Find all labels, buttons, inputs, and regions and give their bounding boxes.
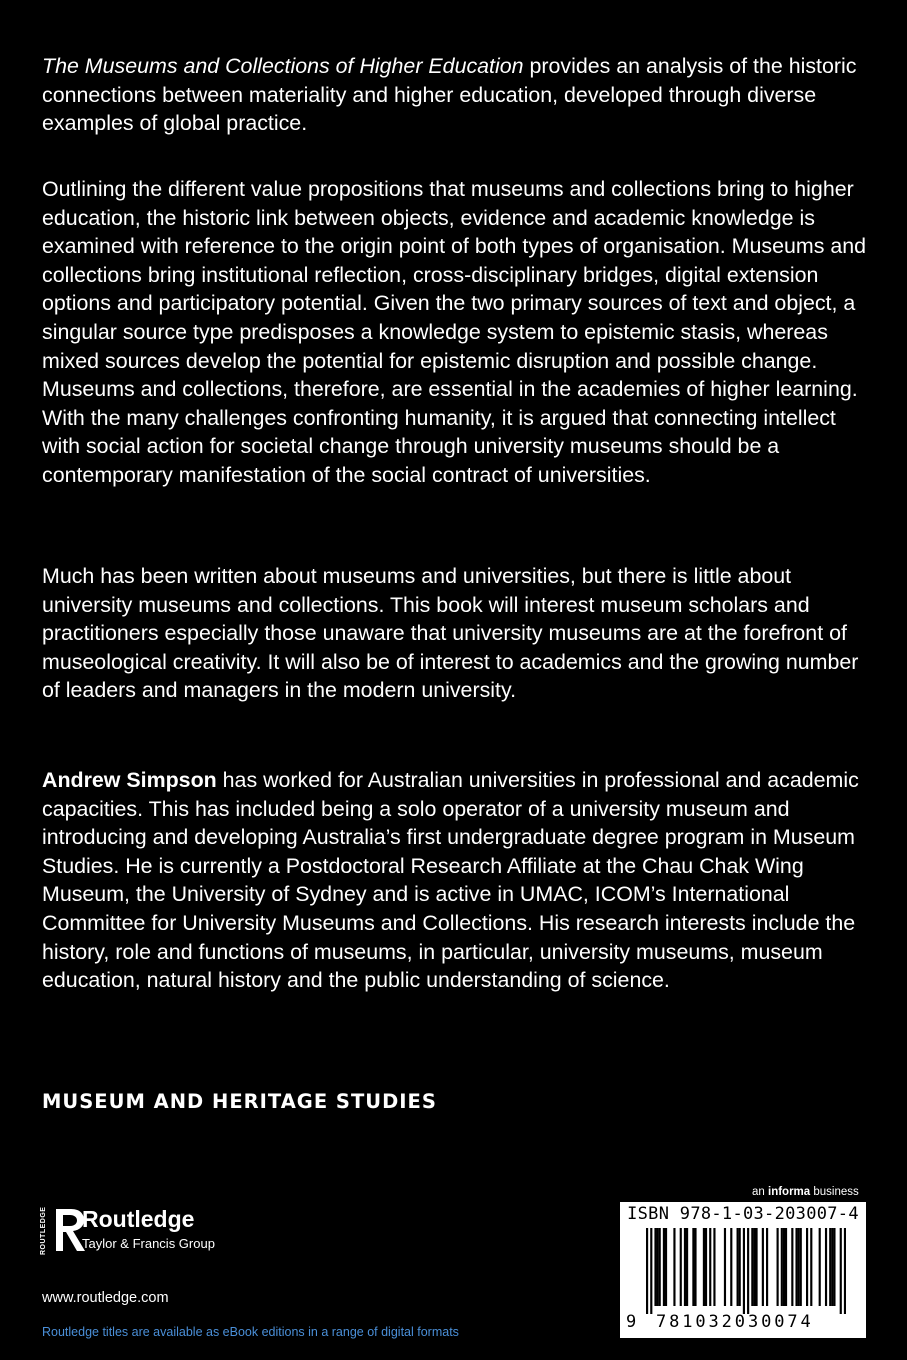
barcode-bar (737, 1228, 739, 1306)
description-paragraph-1 (42, 52, 874, 138)
barcode-bar (800, 1228, 802, 1306)
barcode-bar (654, 1228, 656, 1306)
barcode-bar (730, 1228, 732, 1306)
description-paragraph-2: Outlining the different value propositions that museums and collections bring to higher education, the historic link between objects, evidence and academic knowledge is examined with reference to the origin point of both types of organisation. Museums and collections bring institutional reflection, cross-disciplinary bridges, digital extension options and participatory potential. Given the two primary sources of text and object, a singular source type predisposes a knowledge system to epistemic stasis, whereas mixed sources develop the potential for epistemic disruption and possible change. Museums and collections, therefore, are essential in the academies of higher learning. With the many challenges confronting humanity, it is argued that connecting intellect with social action for societal change through university museums should be a contemporary manifestation of the social contract of universities. (42, 177, 867, 487)
barcode-bar (844, 1228, 846, 1314)
barcode-bar (709, 1228, 711, 1306)
barcode-bar (819, 1228, 821, 1306)
barcode-bar (829, 1228, 831, 1306)
ebook-note: Routledge titles are available as eBook editions in a range of digital formats (42, 1325, 459, 1339)
barcode-bar (766, 1228, 768, 1306)
publisher-group: Taylor & Francis Group (82, 1236, 215, 1251)
barcode-bar (747, 1228, 749, 1314)
barcode-bar (713, 1228, 715, 1306)
barcode-bar (833, 1228, 835, 1306)
barcode-bar (684, 1228, 686, 1306)
barcode-bar (673, 1228, 675, 1306)
barcode-bar (657, 1228, 659, 1306)
description-paragraph-3: Much has been written about museums and universities, but there is little about university museums and collections. This book will interest museum scholars and practitioners especially those unaware that university museums are at the forefront of museological creativity. It will also be of interest to academics and the growing number of leaders and managers in the modern university. (42, 564, 859, 703)
barcode-bar (686, 1228, 688, 1306)
book-title: The Museums and Collections of Higher Education (42, 54, 524, 78)
barcode-bar (663, 1228, 665, 1306)
barcode-bar (783, 1228, 785, 1306)
barcode-bar (646, 1228, 648, 1314)
barcode-bar (762, 1228, 764, 1306)
logo-side-text: ROUTLEDGE (40, 1206, 47, 1256)
barcode-bar (755, 1228, 757, 1306)
barcode-bar (795, 1228, 797, 1306)
barcode-bars (646, 1228, 846, 1314)
barcode-bar (791, 1228, 793, 1306)
barcode-bar (665, 1228, 667, 1306)
barcode-digits: 781032030074 (656, 1312, 814, 1332)
isbn-text: ISBN 978-1-03-203007-4 (627, 1204, 859, 1224)
barcode-bar (703, 1228, 705, 1306)
description-text: provides an analysis of the historic connections between materiality and higher education, developed through diverse examples of global practice. (42, 54, 857, 136)
isbn-barcode (620, 1202, 866, 1338)
barcode-bar (724, 1228, 726, 1306)
barcode-bar (705, 1228, 707, 1306)
barcode-bar (798, 1228, 800, 1306)
barcode-bar (825, 1228, 827, 1306)
publisher-name: Routledge (82, 1206, 195, 1232)
barcode-bar (650, 1228, 652, 1314)
barcode-bar (692, 1228, 694, 1306)
barcode-bar (694, 1228, 696, 1306)
barcode-bar (806, 1228, 808, 1306)
barcode-bar (753, 1228, 755, 1306)
barcode-bar (659, 1228, 661, 1306)
barcode-bar (785, 1228, 787, 1306)
barcode-bar (751, 1228, 753, 1306)
barcode-bar (739, 1228, 741, 1306)
publisher-url[interactable]: www.routledge.com (42, 1290, 169, 1306)
author-name: Andrew Simpson (42, 768, 217, 792)
informa-brand: informa (768, 1186, 811, 1198)
barcode-bar (810, 1228, 812, 1306)
author-bio (42, 766, 874, 995)
author-bio-text: has worked for Australian universities in professional and academic capacities. This has included being a solo operator of a university museum and introducing and developing Australia’s first undergraduate degree program in Museum Studies. He is currently a Postdoctoral Research Affiliate at the Chau Chak Wing Museum, the University of Sydney and is active in UMAC, ICOM’s International Committee for University Museums and Collections. His research interests include the history, role and functions of museums, in particular, university museums, museum education, natural history and the public understanding of science. (42, 768, 859, 993)
barcode-bar (831, 1228, 833, 1306)
barcode-bar (743, 1228, 745, 1314)
barcode-lead-digit: 9 (626, 1312, 637, 1332)
informa-tagline: an informa business (752, 1186, 859, 1198)
series-title: MUSEUM AND HERITAGE STUDIES (42, 1090, 437, 1113)
barcode-bar (777, 1228, 779, 1306)
barcode-bar (680, 1228, 682, 1306)
barcode-bar (840, 1228, 842, 1314)
barcode-bar (781, 1228, 783, 1306)
